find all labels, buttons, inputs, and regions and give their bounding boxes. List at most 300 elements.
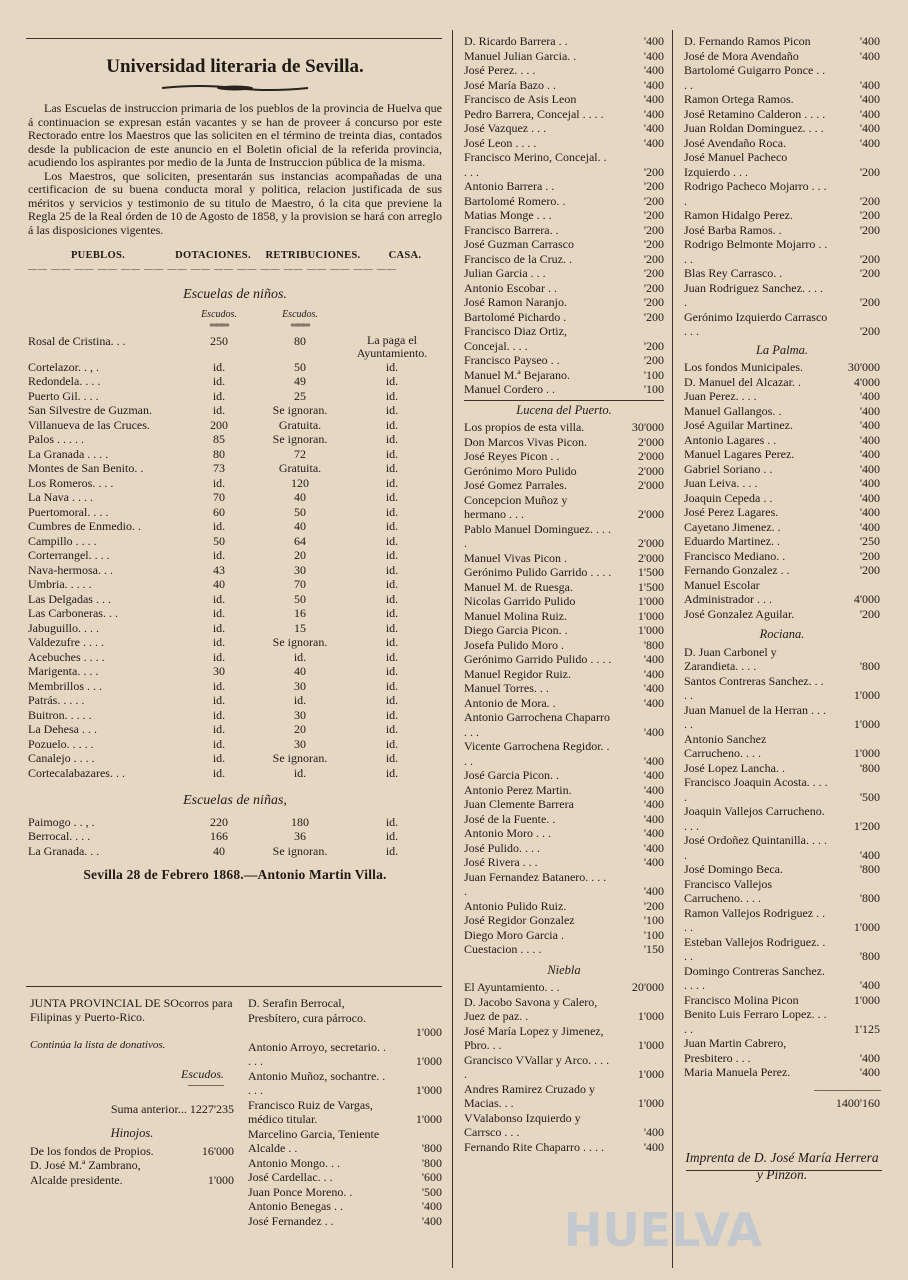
donor-amount: '600 [421, 1170, 442, 1184]
donor-name: Julian Garcia . . . [464, 266, 546, 280]
donor-name: El Ayuntamiento. . . [464, 980, 560, 994]
donor-name: Eduardo Martinez. . [684, 534, 780, 548]
cell-dotacion: id. [212, 359, 226, 374]
cell-casa: id. [385, 707, 399, 722]
donor-amount: 1'000 [637, 623, 664, 637]
donor-name: Manuel Vivas Picon . [464, 550, 568, 565]
cell-casa: id. [385, 678, 399, 693]
schools-boys-list [28, 334, 442, 781]
cell-pueblo: Puertomoral. . . . [28, 504, 109, 519]
list-item [684, 63, 880, 92]
cell-retribucion: Se ignoran. [272, 403, 328, 417]
cell-dotacion: id. [212, 548, 226, 562]
donor-name: Gerónimo Izquierdo Carrasco . . . [684, 309, 828, 338]
cell-pueblo: Jabuguillo. . . . [28, 620, 99, 635]
cell-retribucion: 70 [294, 577, 306, 591]
donor-name: Pedro Barrera, Concejal . . . . [464, 106, 604, 121]
donor-amount: '400 [643, 797, 664, 811]
donor-name: D. Serafin Berrocal, Presbítero, cura párroco. [248, 996, 366, 1025]
list-item [248, 1156, 442, 1171]
list-item [684, 607, 880, 622]
list-item [464, 478, 664, 493]
list-item [248, 1185, 442, 1200]
donor-amount: '400 [643, 63, 664, 77]
donor-list [30, 1144, 234, 1188]
list-item [684, 281, 880, 310]
donor-name: D. Fernando Ramos Picon [684, 34, 811, 48]
donor-amount: 20'000 [631, 980, 664, 994]
cell-dotacion: 50 [213, 533, 225, 548]
list-item [684, 505, 880, 520]
list-item [684, 223, 880, 238]
total-amount: 1400'160 [835, 1096, 880, 1110]
donor-name: Andres Ramirez Cruzado y Macias. . . [464, 1081, 595, 1110]
cell-pueblo: Valdezufre . . . . [28, 635, 104, 649]
cell-casa: id. [385, 577, 399, 591]
donor-amount: '500 [421, 1184, 442, 1199]
list-item [248, 1214, 442, 1229]
donor-amount: 2'000 [637, 463, 664, 478]
cell-dotacion: id. [212, 374, 226, 388]
list-item [684, 775, 880, 804]
table-row [28, 403, 442, 418]
list-item [464, 63, 664, 78]
donor-amount: '400 [643, 92, 664, 106]
donor-name: Antonio Benegas . . [248, 1199, 343, 1213]
list-item [464, 551, 664, 566]
cell-pueblo: Pozuelo. . . . . [28, 736, 94, 751]
donor-name: Manuel Cordero . . [464, 382, 555, 396]
donor-amount: '400 [643, 652, 664, 666]
donor-amount: '200 [643, 164, 664, 179]
donor-amount: '100 [643, 367, 664, 382]
donor-amount: '200 [859, 222, 880, 237]
donor-name: Nicolas Garrido Pulido [464, 594, 576, 608]
donor-amount: '400 [859, 1065, 880, 1079]
cell-pueblo: Acebuches . . . . [28, 649, 105, 664]
donor-name: D. Manuel del Alcazar. . [684, 374, 801, 389]
cell-casa: id. [385, 504, 399, 519]
cell-casa: id. [385, 388, 399, 403]
cell-retribucion: 30 [294, 707, 306, 722]
donor-name: Antonio Barrera . . [464, 179, 555, 193]
donor-amount: 1'500 [637, 579, 664, 594]
donor-amount: '200 [859, 295, 880, 309]
donor-name: José Fernandez . . [248, 1213, 334, 1228]
list-item [464, 208, 664, 223]
donor-name: Manuel M.ª Bejarano. [464, 367, 570, 382]
cell-dotacion: id. [212, 765, 226, 780]
donor-amount: '400 [859, 1050, 880, 1065]
donor-amount: '200 [643, 309, 664, 324]
cell-retribucion: 72 [294, 446, 306, 461]
table-row [28, 650, 442, 665]
donor-amount: '250 [859, 534, 880, 548]
cell-casa: id. [385, 736, 399, 751]
donor-amount: '200 [643, 898, 664, 913]
list-item [464, 252, 664, 267]
cell-pueblo: Buitron. . . . . [28, 707, 92, 722]
donor-amount: '400 [859, 389, 880, 403]
donor-name: José Pulido. . . . [464, 840, 541, 855]
cell-retribucion: 64 [294, 533, 306, 548]
list-item [464, 855, 664, 870]
donor-amount: '800 [859, 949, 880, 963]
cell-dotacion: id. [212, 388, 226, 403]
table-row [28, 534, 442, 549]
donor-name: José de la Fuente. . [464, 811, 556, 826]
column-rule [452, 30, 453, 1268]
cell-casa: La paga el Ayuntamiento. [356, 332, 428, 360]
list-item [464, 1111, 664, 1140]
donor-amount: '400 [643, 782, 664, 797]
cell-casa: id. [385, 664, 399, 678]
list-item [248, 996, 442, 1025]
donor-name: José Leon . . . . [464, 135, 537, 150]
list-item [464, 464, 664, 479]
list-item [464, 310, 664, 325]
donor-amount: '400 [421, 1213, 442, 1228]
donor-amount: 1'000 [853, 992, 880, 1007]
donor-amount: '400 [643, 724, 664, 739]
list-item [684, 964, 880, 993]
donor-amount: '800 [421, 1155, 442, 1170]
list-item [464, 980, 664, 995]
donor-name: Pablo Manuel Dominguez. . . . . [464, 521, 611, 550]
table-row [28, 577, 442, 592]
list-item [684, 906, 880, 935]
donor-name: Antonio Garrochena Chaparro . . . [464, 710, 610, 739]
cell-retribucion: id. [293, 649, 307, 664]
list-item [464, 913, 664, 928]
list-item [684, 1036, 880, 1065]
cell-pueblo: Cumbres de Enmedio. . [28, 519, 141, 533]
list-item [464, 812, 664, 827]
list-item [464, 295, 664, 310]
donor-amount: '400 [859, 490, 880, 505]
donor-list [684, 34, 880, 339]
units-label: Escudos. [181, 1066, 224, 1081]
list-item [464, 841, 664, 856]
table-row [28, 664, 442, 679]
donor-list [248, 996, 442, 1228]
donor-name: José Barba Ramos. . [684, 222, 782, 237]
cell-casa: id. [385, 562, 399, 577]
cell-pueblo: La Granada . . . . [28, 446, 109, 461]
donor-amount: '100 [643, 927, 664, 942]
donor-name: Juan Martin Cabrero, Presbitero . . . [684, 1036, 787, 1065]
donor-amount: 1'000 [637, 1096, 664, 1110]
table-row [28, 708, 442, 723]
list-item [684, 578, 880, 607]
list-item [464, 493, 664, 522]
list-item [684, 563, 880, 578]
donor-amount: '400 [859, 519, 880, 534]
list-item [684, 447, 880, 462]
donor-amount: 30'000 [847, 360, 880, 374]
cell-casa: id. [385, 751, 399, 765]
list-item [684, 389, 880, 404]
donor-name: Ramon Ortega Ramos. [684, 92, 794, 106]
donor-amount: '400 [859, 476, 880, 490]
donor-name: Blas Rey Carrasco. . [684, 266, 783, 280]
donor-amount: 30'000 [631, 420, 664, 434]
cell-retribucion: Se ignoran. [272, 432, 328, 446]
list-item [464, 382, 664, 397]
donor-name: De los fondos de Propios. [30, 1143, 154, 1158]
cell-dotacion: id. [212, 751, 226, 765]
donor-amount: '800 [859, 891, 880, 905]
list-item [464, 638, 664, 653]
donor-amount: '400 [643, 811, 664, 826]
donor-amount: '200 [859, 563, 880, 577]
list-item [684, 418, 880, 433]
donor-name: Los propios de esta villa. [464, 420, 585, 434]
cell-dotacion: 200 [210, 417, 228, 432]
donor-name: Rodrigo Pacheco Mojarro . . . . [684, 179, 827, 208]
donor-amount: '400 [643, 855, 664, 869]
table-row [28, 461, 442, 476]
cell-pueblo: Las Carboneras. . . [28, 606, 118, 620]
cell-pueblo: Villanueva de las Cruces. [28, 417, 150, 432]
cell-dotacion: 80 [213, 446, 225, 461]
list-item [464, 420, 664, 435]
donor-name: D. Ricardo Barrera . . [464, 34, 568, 48]
table-row [28, 389, 442, 404]
cell-dotacion: id. [212, 403, 226, 417]
cell-retribucion: 30 [294, 562, 306, 577]
donor-name: Gerónimo Garrido Pulido . . . . [464, 652, 612, 666]
list-item [464, 281, 664, 296]
donor-name: Antonio Muñoz, sochantre. . . . . [248, 1068, 386, 1097]
list-item [464, 667, 664, 682]
cell-pueblo: Montes de San Benito. . [28, 461, 144, 475]
donor-amount: '400 [859, 34, 880, 48]
list-item [684, 92, 880, 107]
cell-retribucion: 40 [294, 664, 306, 678]
donor-amount: '200 [643, 179, 664, 193]
donor-name: Domingo Contreras Sanchez. . . . . [684, 963, 825, 992]
table-row [28, 592, 442, 607]
list-item [464, 565, 664, 580]
list-item [464, 623, 664, 638]
donor-amount: 2'000 [637, 507, 664, 521]
cell-casa: id. [385, 829, 399, 843]
table-row [28, 722, 442, 737]
donor-name: Juan Perez. . . . [684, 389, 757, 403]
donor-name: Josefa Pulido Moro . [464, 637, 564, 652]
list-item [464, 609, 664, 624]
cell-casa: id. [385, 475, 399, 490]
donor-name: José Perez Lagares. [684, 505, 779, 519]
cell-retribucion: 40 [294, 519, 306, 533]
cell-pueblo: Rosal de Cristina. . . [28, 333, 126, 348]
list-item [464, 580, 664, 595]
list-item [464, 324, 664, 353]
column-donors-4: D. Fernando Ramos Picon '400 José de Mora Avendaño '400 Bartolomé Guigarro Ponce . . . . '400 Ramon Ortega Ramos. '400 José Retamino Calderon . . . . '400 Juan Roldan Dominguez. . . . '400 José Avendaño Roca. '400 José Manuel Pacheco Izquierdo . . . '200 Rodrigo Pacheco Mojarro . . . . '200 Ramon Hidalgo Perez. '200 José Barba Ramos. . '200 Rodrigo Belmonte Mojarro . . . . '200 Blas Rey Carrasco. . '200 Juan Rodriguez Sanchez. . . . . '200 Gerónimo Izquierdo Carrasco . . . '200 La Palma. Los fondos Municipales. 30'000 D. Manuel del Alcazar. . 4'000 Juan Perez. . . . '400 Manuel Gallangos. . '400 José Aguilar Martinez. '400 Antonio Lagares . . '400 Manuel Lagares Perez. '400 Gabriel Soriano . . '400 Juan Leiva. . . . '400 Joaquin Cepeda . . '400 José Perez Lagares. '400 Cayetano Jimenez. . '400 Eduardo Martinez. . '250 Francisco Mediano. . '200 Fernando Gonzalez . . '200 Manuel Escolar Administrador . . . 4'000 José Gonzalez Aguilar. '200 Rociana. D. Juan Carbonel y Zarandieta. . . . '800 Santos Contreras Sanchez. . . . . 1'000 Juan Manuel de la Herran . . . . . 1'000 Antonio Sanchez Carrucheno. . . . 1'000 José Lopez Lancha. . '800 Francisco Joaquin Acosta. . . . . '500 Joaquin Vallejos Carrucheno. . . . 1'200 José Ordoñez Quintanilla. . . . . '400 José Domingo Beca. '800 Francisco Vallejos Carrucheno. . . . '800 Ramon Vallejos Rodriguez . . . . 1'000 Esteban Vallejos Rodriguez. . . . '800 Domingo Contreras Sanchez. . . . . '400 Francisco Molina Picon 1'000 Benito Luis Ferraro Lopez. . . . . 1'125 Juan Martin Cabrero, Presbitero . . . '400 Maria Manuela Perez. '400 —————— 1400'160 Imprenta de D. José María Herrera y Pinzon. [684, 34, 880, 1182]
list-item [464, 78, 664, 93]
cell-pueblo: Cortecalabazares. . . [28, 765, 125, 780]
list-item [684, 49, 880, 64]
donor-amount: '500 [859, 789, 880, 804]
donor-amount: 1'000 [637, 608, 664, 623]
cell-retribucion: 25 [294, 388, 306, 403]
donor-amount: '400 [859, 461, 880, 476]
list-item [684, 121, 880, 136]
list-item [464, 266, 664, 281]
cell-pueblo: Puerto Gil. . . . [28, 388, 99, 403]
donor-amount: '400 [859, 121, 880, 135]
cell-pueblo: Redondela. . . . [28, 374, 101, 388]
cell-retribucion: 36 [294, 829, 306, 843]
table-row [28, 334, 442, 360]
donor-name: Manuel Gallangos. . [684, 403, 782, 418]
donor-name: VValabonso Izquierdo y Carrsco . . . [464, 1110, 581, 1139]
donor-amount: '200 [643, 251, 664, 266]
list-item [464, 1082, 664, 1111]
donor-name: Manuel Torres. . . [464, 681, 549, 695]
table-row [28, 476, 442, 491]
list-item [464, 34, 664, 49]
list-item [684, 862, 880, 877]
donor-amount: 4'000 [853, 592, 880, 606]
announcement-paragraph: Las Escuelas de instruccion primaria de los pueblos de la provincia de Huelva que á continuacion se expresan están vacantes y se han de proveer á concurso por este Rectorado entre los Maestros que las soliciten en el término de treinta dias, contados desde la publicacion de este anuncio en el Boletin oficial de la referida provincia, acudiendo los aspirantes por medio de la Junta de Instruccion pública de la misma. [28, 101, 442, 169]
donor-amount: '400 [859, 432, 880, 447]
donor-name: José Manuel Pacheco Izquierdo . . . [684, 150, 788, 179]
cell-casa: id. [385, 635, 399, 649]
cell-retribucion: Se ignoran. [272, 751, 328, 765]
donor-amount: '400 [643, 884, 664, 898]
junta-left: JUNTA PROVINCIAL DE SOcorros para Filipinas y Puerto-Rico. Continúa la lista de donativos. Escudos. ——— Suma anterior... 1227'235 Hinojos. De los fondos de Propios. 16'000 D. José M.ª Zambrano, Alcalde presidente. 1'000 [30, 996, 234, 1187]
donor-name: Ramon Hidalgo Perez. [684, 208, 793, 222]
donor-name: Manuel Regidor Ruiz. [464, 666, 571, 681]
donor-amount: '400 [859, 135, 880, 150]
list-item [464, 368, 664, 383]
cell-pueblo: La Granada. . . [28, 843, 100, 858]
announcement-paragraph: Los Maestros, que soliciten, presentarán sus instancias acompañadas de una certificacion de su buena conducta moral y politica, relacion justificada de sus méritos y servicios y testimonio de su titulo de Maestro, ó la cita que previene la Regla 25 de la Real órden de 10 de Agosto de 1858, y la provision se hará con arreglo á las disposiciones vigentes. [28, 168, 442, 237]
subsection-title: Lucena del Puerto. [464, 400, 664, 418]
donor-amount: '200 [859, 266, 880, 280]
cell-retribucion: 20 [294, 548, 306, 562]
cell-dotacion: 220 [210, 814, 228, 829]
donor-amount: '200 [859, 251, 880, 266]
units-rule: ═══ ═══ [209, 319, 310, 331]
cell-retribucion: id. [293, 693, 307, 707]
list-item [30, 1158, 234, 1187]
donor-name: Antonio Pulido Ruiz. [464, 898, 567, 913]
donor-name: Manuel Escolar Administrador . . . [684, 577, 772, 606]
donor-amount: '400 [643, 826, 664, 840]
list-item [684, 150, 880, 179]
list-item [684, 491, 880, 506]
donor-amount: '400 [859, 978, 880, 992]
donor-amount: '400 [643, 121, 664, 135]
header-casa: CASA. [388, 250, 422, 261]
donor-name: D. Jacobo Savona y Calero, Juez de paz. . [464, 994, 598, 1023]
cell-casa: id. [385, 722, 399, 736]
cell-pueblo: Marigenta. . . . [28, 664, 99, 678]
donor-name: Francisco Diaz Ortiz, Concejal. . . . [464, 324, 567, 353]
suma-anterior: Suma anterior... 1227'235 [110, 1101, 234, 1116]
donor-name: Joaquin Vallejos Carrucheno. . . . [684, 804, 825, 833]
column-donors-3 [464, 34, 664, 1154]
signature: Sevilla 28 de Febrero 1868.—Antonio Martin Villa. [83, 867, 387, 882]
donor-name: Francisco Mediano. . [684, 548, 786, 563]
donor-name: Los fondos Municipales. [684, 360, 803, 374]
cell-casa: id. [385, 374, 399, 388]
donor-name: Rodrigo Belmonte Mojarro . . . . [684, 237, 828, 266]
donor-name: Ramon Vallejos Rodriguez . . . . [684, 905, 826, 934]
cell-retribucion: Gratuita. [278, 461, 322, 475]
section-rule [26, 986, 442, 987]
donor-name: Juan Clemente Barrera [464, 797, 574, 811]
cell-pueblo: Los Romeros. . . . [28, 475, 114, 490]
list-item [684, 476, 880, 491]
donor-name: Antonio Mongo. . . [248, 1155, 341, 1170]
cell-casa: id. [385, 693, 399, 707]
donor-name: José Domingo Beca. [684, 862, 783, 876]
cell-casa: id. [385, 490, 399, 504]
cell-pueblo: Berrocal. . . . [28, 829, 91, 843]
donor-name: Esteban Vallejos Rodriguez. . . . [684, 934, 826, 963]
donor-amount: '100 [643, 913, 664, 927]
cell-dotacion: 30 [213, 664, 225, 678]
cell-dotacion: id. [212, 707, 226, 722]
donor-name: José Gomez Parrales. [464, 478, 567, 492]
header-pueblos: PUEBLOS. [70, 250, 126, 261]
list-item [684, 833, 880, 862]
cell-dotacion: 250 [210, 333, 228, 348]
cell-retribucion: 30 [294, 736, 306, 751]
cell-dotacion: 60 [213, 504, 225, 519]
list-item [684, 404, 880, 419]
list-item [464, 449, 664, 464]
list-item [684, 935, 880, 964]
donor-name: José Regidor Gonzalez [464, 913, 575, 927]
donor-name: Antonio Lagares . . [684, 432, 777, 447]
donor-name: Francisco de la Cruz. . [464, 251, 572, 266]
donor-amount: 16'000 [201, 1143, 234, 1158]
donor-amount: 1'000 [637, 1067, 664, 1081]
list-item [464, 594, 664, 609]
donor-name: José Cardellac. . . [248, 1170, 333, 1184]
cell-retribucion: Se ignoran. [272, 843, 328, 858]
table-row [28, 844, 442, 859]
imprint: Imprenta de D. José María Herrera y Pinzon. [685, 1149, 879, 1182]
header-dotaciones: DOTACIONES. [175, 250, 251, 261]
watermark: HUELVA [563, 1202, 763, 1257]
donor-name: Francisco Ruiz de Vargas, médico titular. [248, 1097, 373, 1126]
donor-amount: '400 [859, 106, 880, 121]
donor-amount: 1'500 [637, 565, 664, 579]
donor-amount: '200 [643, 208, 664, 222]
cell-retribucion: 49 [294, 374, 306, 388]
donor-name: Juan Fernandez Batanero. . . . . [464, 869, 607, 898]
cell-dotacion: 73 [213, 461, 225, 475]
list-item [684, 804, 880, 833]
donor-amount: 4'000 [853, 374, 880, 389]
list-item [464, 928, 664, 943]
donor-name: D. Juan Carbonel y Zarandieta. . . . [684, 644, 777, 673]
cell-casa: id. [385, 417, 399, 432]
list-item [464, 1053, 664, 1082]
cell-pueblo: Campillo . . . . [28, 533, 97, 548]
cell-dotacion: 166 [210, 829, 228, 843]
donor-name: José Vazquez . . . [464, 121, 547, 135]
list-item [464, 121, 664, 136]
donor-name: Juan Roldan Dominguez. . . . [684, 121, 824, 135]
list-item [684, 433, 880, 448]
